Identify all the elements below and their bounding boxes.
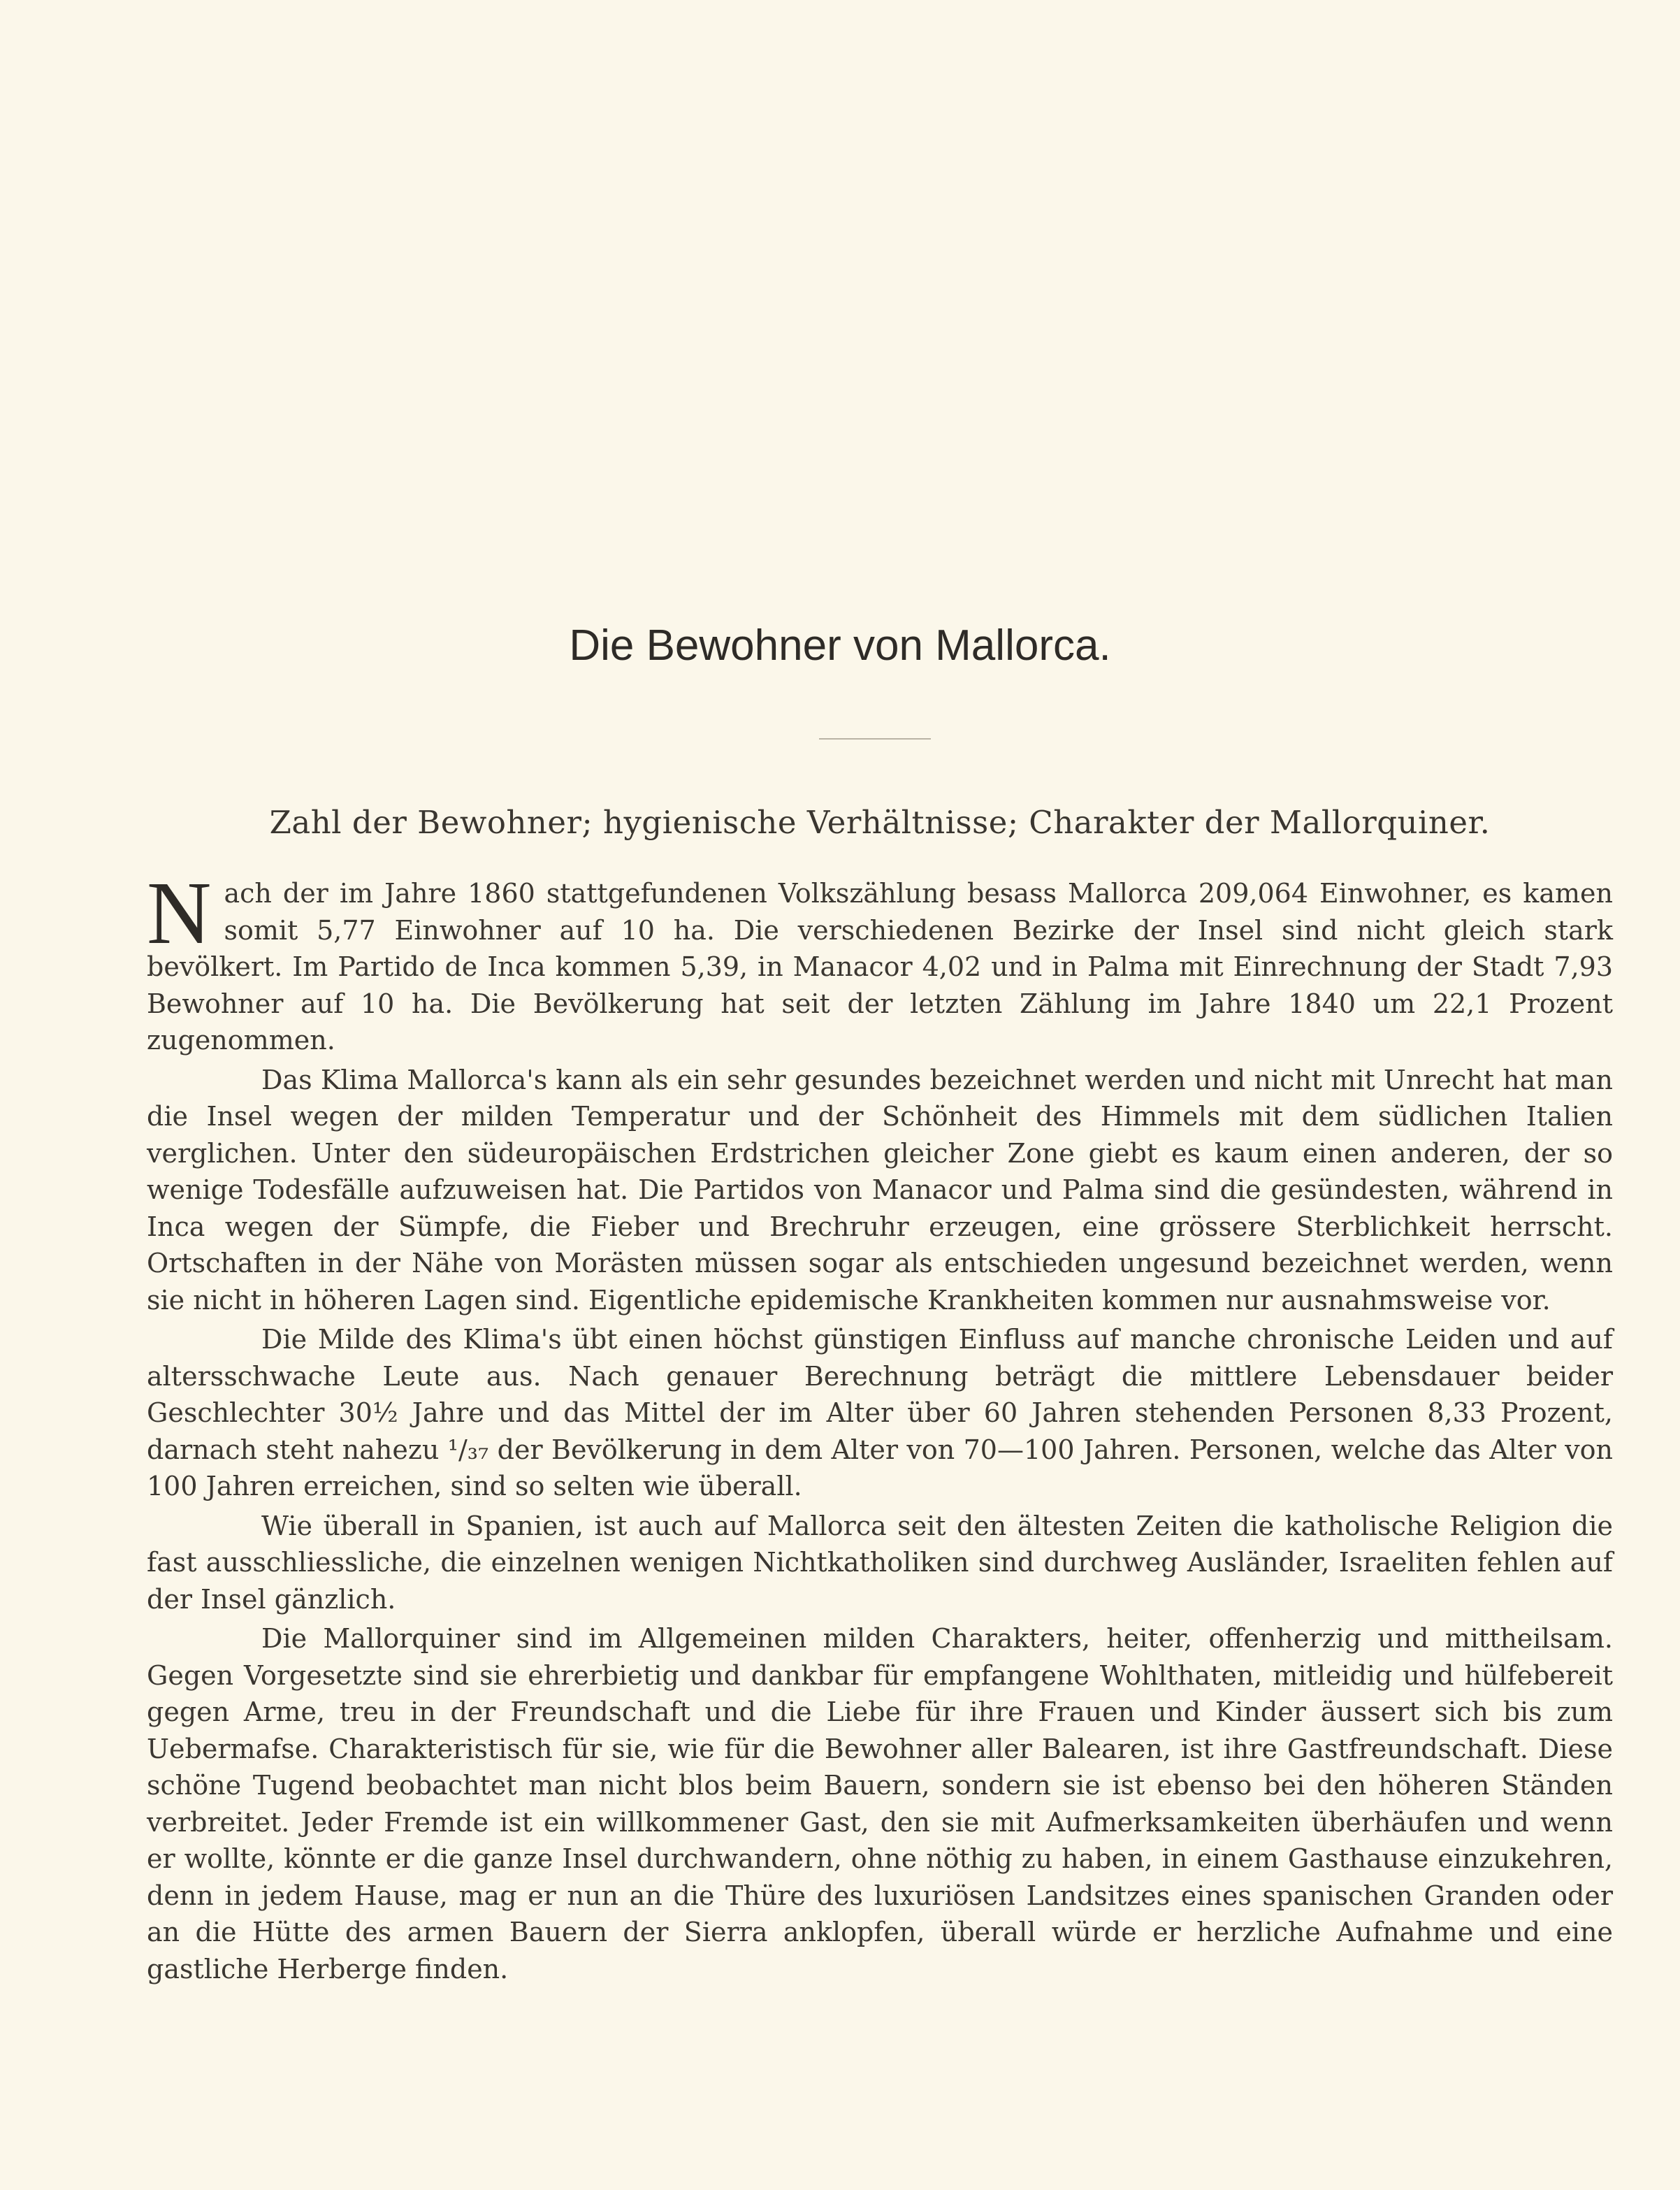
paragraph-1 [147,863,1613,1059]
page-title: Die Bewohner von Mallorca. [569,621,1111,670]
paragraph-5: Die Mallorquiner sind im Allgemeinen milden Charakters, heiter, offenherzig und mittheilsam. Gegen Vorgesetzte sind sie ehrerbietig und dankbar für empfangene Wohlthaten, mitleidig und hülfebereit gegen Arme, treu in der Freundschaft und die Liebe für ihre Frauen und Kinder äussert sich bis zum Uebermafse. Charakteristisch für sie, wie für die Bewohner aller Balearen, ist ihre Gastfreundschaft. Diese schöne Tugend beobachtet man nicht blos beim Bauern, sondern sie ist ebenso bei den höheren Ständen verbreitet. Jeder Fremde ist ein willkommener Gast, den sie mit Aufmerksamkeiten überhäufen und wenn er wollte, könnte er die ganze Insel durchwandern, ohne nöthig zu haben, in einem Gasthause einzukehren, denn in jedem Hause, mag er nun an die Thüre des luxuriösen Landsitzes eines spanischen Granden oder an die Hütte des armen Bauern der Sierra anklopfen, überall würde er herzliche Aufnahme und eine gastliche Herberge finden. [147,1623,1613,1984]
title-divider [819,738,931,740]
paragraph-4: Wie überall in Spanien, ist auch auf Mallorca seit den ältesten Zeiten die katholische Religion die fast ausschliessliche, die einzelnen wenigen Nichtkatholiken sind durchweg Ausländer, Israeliten fehlen auf der Insel gänzlich. [147,1510,1613,1615]
paragraph-1-text: ach der im Jahre 1860 stattgefundenen Volkszählung besass Mallorca 209,064 Einwohner, es kamen somit 5,77 Einwohner auf 10 ha. Die verschiedenen Bezirke der Insel sind nicht gleich stark bevölkert. Im Partido de Inca kommen 5,39, in Manacor 4,02 und in Palma mit Einrechnung der Stadt 7,93 Bewohner auf 10 ha. Die Bevölkerung hat seit der letzten Zählung im Jahre 1840 um 22,1 Prozent zugenommen. [147,878,1613,1056]
paragraph-3: Die Milde des Klima's übt einen höchst günstigen Einfluss auf manche chronische Leiden und auf altersschwache Leute aus. Nach genauer Berechnung beträgt die mittlere Lebensdauer beider Geschlechter 30½ Jahre und das Mittel der im Alter über 60 Jahren stehenden Personen 8,33 Prozent, darnach steht nahezu ¹/₃₇ der Bevölkerung in dem Alter von 70—100 Jahren. Personen, welche das Alter von 100 Jahren erreichen, sind so selten wie überall. [147,1324,1613,1501]
section-heading: Zahl der Bewohner; hygienische Verhältnisse; Charakter der Mallorquiner. [269,804,1491,841]
body-text [147,863,1613,1990]
paragraph-2: Das Klima Mallorca's kann als ein sehr gesundes bezeichnet werden und nicht mit Unrecht hat man die Insel wegen der milden Temperatur und der Schönheit des Himmels mit dem südlichen Italien verglichen. Unter den südeuropäischen Erdstrichen gleicher Zone giebt es kaum einen anderen, der so wenige Todesfälle aufzuweisen hat. Die Partidos von Manacor und Palma sind die gesündesten, während in Inca wegen der Sümpfe, die Fieber und Brechruhr erzeugen, eine grössere Sterblichkeit herrscht. Ortschaften in der Nähe von Morästen müssen sogar als entschieden ungesund bezeichnet werden, wenn sie nicht in höheren Lagen sind. Eigentliche epidemische Krankheiten kommen nur ausnahmsweise vor. [147,1064,1613,1316]
drop-cap: N [147,863,212,963]
